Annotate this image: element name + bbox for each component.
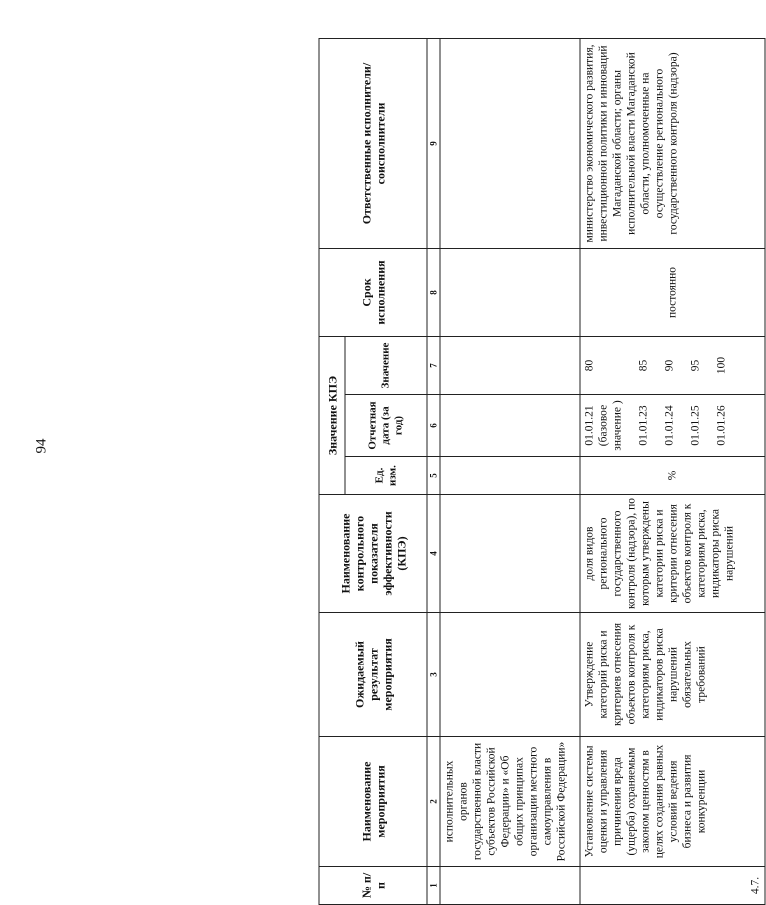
measures-table-container bbox=[319, 39, 766, 905]
header-no: № п/п bbox=[319, 867, 427, 905]
column-number: 1 bbox=[427, 867, 440, 905]
cont-kpi-name-cell bbox=[440, 495, 580, 613]
kpi-values bbox=[580, 337, 765, 395]
kpi-value: 95 bbox=[689, 359, 702, 372]
kpi-unit: % bbox=[580, 457, 765, 495]
header-kpi-name: Наименование контрольного показателя эффективности (КПЭ) bbox=[319, 495, 427, 613]
column-number: 5 bbox=[427, 457, 440, 495]
kpi-date: 01.01.23 bbox=[637, 405, 650, 446]
column-number: 2 bbox=[427, 737, 440, 867]
deadline: постоянно bbox=[580, 249, 765, 337]
expected-result: Утверждение категорий риска и критериев отнесения объектов контроля к категориям риска, индикаторов риска нарушений обязательных требований bbox=[580, 613, 765, 737]
kpi-value: 90 bbox=[663, 359, 676, 372]
kpi-name: доля видов регионального государственного контроля (надзора), по которым утверждены категории риска и критерии отнесения объектов контроля к категориям риска, индикаторы риска нарушений bbox=[580, 495, 765, 613]
cont-responsible-cell bbox=[440, 39, 580, 249]
column-number: 6 bbox=[427, 395, 440, 457]
kpi-date: 01.01.21 (базовое значение ) bbox=[583, 400, 624, 451]
header-report-date: Отчетная дата (за год) bbox=[345, 395, 427, 457]
header-deadline: Срок исполнения bbox=[319, 249, 427, 337]
cont-deadline-cell bbox=[440, 249, 580, 337]
cont-date-cell bbox=[440, 395, 580, 457]
page-number: 94 bbox=[33, 438, 50, 454]
kpi-dates bbox=[580, 395, 765, 457]
header-expected-result: Ожидаемый результат мероприятия bbox=[319, 613, 427, 737]
kpi-value: 100 bbox=[715, 356, 728, 375]
cont-unit-cell bbox=[440, 457, 580, 495]
column-number: 3 bbox=[427, 613, 440, 737]
continuation-row bbox=[440, 39, 580, 905]
header-measure-name: Наименование мероприятия bbox=[319, 737, 427, 867]
header-kpi-value: Значение КПЭ bbox=[319, 337, 345, 495]
column-number: 9 bbox=[427, 39, 440, 249]
kpi-date: 01.01.24 bbox=[663, 405, 676, 446]
header-responsible: Ответственные исполнители/ соисполнители bbox=[319, 39, 427, 249]
header-value: Значение bbox=[345, 337, 427, 395]
header-unit: Ед. изм. bbox=[345, 457, 427, 495]
cont-no-cell bbox=[440, 867, 580, 905]
kpi-value: 85 bbox=[637, 359, 650, 372]
responsible: министерство экономического развития, инвестиционной политики и инноваций Магаданской области; органы исполнительной власти Магаданской области, уполномоченные на осуществление регионального государственного контроля (надзора) bbox=[580, 39, 765, 249]
column-number: 7 bbox=[427, 337, 440, 395]
cont-value-cell bbox=[440, 337, 580, 395]
column-number: 4 bbox=[427, 495, 440, 613]
table-row-4-7 bbox=[580, 39, 765, 905]
cont-result-cell bbox=[440, 613, 580, 737]
cont-measure-name: исполнительных органов государственной власти субъектов Российской Федерации» и «Об общих принципах организации местного самоуправления в Российской Федерации» bbox=[440, 737, 580, 867]
kpi-value: 80 bbox=[583, 359, 596, 372]
measure-name: Установление системы оценки и управления причинения вреда (ущерба) охраняемым законом ценностям в целях создания равных условий ведения бизнеса и развития конкуренции bbox=[580, 737, 765, 867]
kpi-date: 01.01.26 bbox=[715, 405, 728, 446]
kpi-date: 01.01.25 bbox=[689, 405, 702, 446]
row-number: 4.7. bbox=[580, 867, 765, 905]
column-number: 8 bbox=[427, 249, 440, 337]
measures-table bbox=[319, 38, 766, 905]
